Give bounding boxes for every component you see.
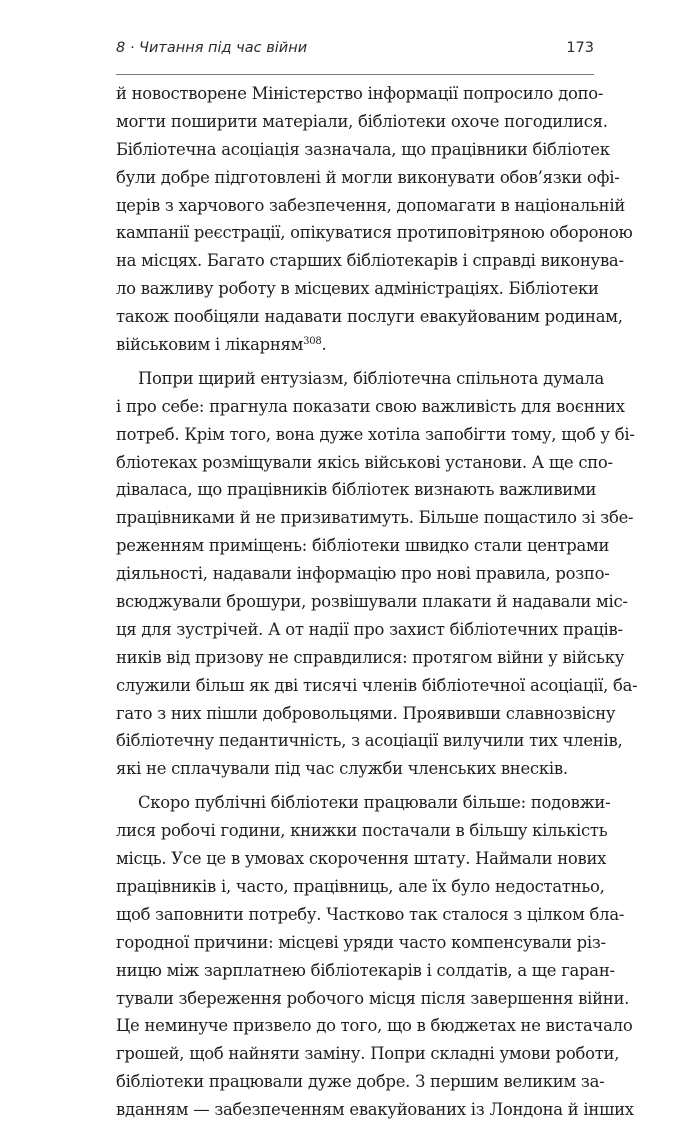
text-line: всюджували брошури, розвішували плакати й надавали міс- <box>116 592 628 612</box>
text-line: місць. Усе це в умовах скорочення штату. Наймали нових <box>116 849 607 869</box>
text-line: вданням — забезпеченням евакуйованих із Лондона й інших <box>116 1100 634 1120</box>
text-line: ників від призову не справдилися: протягом війни у війську <box>116 647 625 667</box>
text-line: городної причини: місцеві уряди часто компенсували різ- <box>116 932 606 952</box>
text-line: бліотеках розміщували якісь військові установи. А ще спо- <box>116 452 613 472</box>
text-line: також пообіцяли надавати послуги евакуйованим родинам, <box>116 307 623 327</box>
chapter-title: 8 · Читання під час війни <box>116 40 308 56</box>
text-line: Це неминуче призвело до того, що в бюджетах не вистачало <box>116 1016 633 1036</box>
text-line: бібліотечну педантичність, з асоціації вилучили тих членів, <box>116 731 623 751</box>
text-line: тували збереження робочого місця після завершення війни. <box>116 988 630 1008</box>
text-line: бібліотеки працювали дуже добре. З першим великим за- <box>116 1072 605 1092</box>
text-line: працівниками й не призиватимуть. Більше пощастило зі збе- <box>116 508 634 528</box>
text-line: грошей, щоб найняти заміну. Попри складні умови роботи, <box>116 1044 620 1064</box>
text-line: потреб. Крім того, вона дуже хотіла запобігти тому, щоб у бі- <box>116 424 635 444</box>
running-header <box>116 34 594 75</box>
text-line: і про себе: прагнула показати свою важливість для воєнних <box>116 396 625 416</box>
text-line <box>116 331 594 359</box>
text-line: церів з харчового забезпечення, допомагати в національній <box>116 195 626 215</box>
text-line: ницю між зарплатнею бібліотекарів і солдатів, а ще гаран- <box>116 960 615 980</box>
text-line: й новостворене Міністерство інформації попросило допо- <box>116 84 604 103</box>
text-line: гато з них пішли добровольцями. Проявивши славнозвісну <box>116 703 616 723</box>
text-line: кампанії реєстрації, опікуватися протиповітряною обороною <box>116 223 633 243</box>
text-line <box>116 755 594 783</box>
text-line: лися робочі години, книжки постачали в більшу кількість <box>116 821 608 841</box>
text-line: Скоро публічні бібліотеки працювали більше: подовжи- <box>138 793 611 813</box>
text-line: щоб заповнити потребу. Частково так сталося з цілком бла- <box>116 904 625 924</box>
text-line: діваласа, що працівників бібліотек визнають важливими <box>116 480 597 500</box>
text-line: Попри щирий ентузіазм, бібліотечна спільнота думала <box>138 368 605 388</box>
text-line: могти поширити матеріали, бібліотеки охоче погодилися. <box>116 111 608 131</box>
paragraph <box>116 80 633 359</box>
text-line: ло важливу роботу в місцевих адміністраціях. Бібліотеки <box>116 279 599 299</box>
text-line: ця для зустрічей. А от надії про захист бібліотечних праців- <box>116 619 623 639</box>
footnote-reference[interactable]: 308 <box>303 336 322 348</box>
page-number: 173 <box>566 40 594 56</box>
text-line: діяльності, надавали інформацію про нові правила, розпо- <box>116 564 610 584</box>
text-line: Бібліотечна асоціація зазначала, що працівники бібліотек <box>116 139 610 159</box>
text-line-content: військовим і лікарням <box>116 335 304 355</box>
text-line: були добре підготовлені й могли виконувати обов’язки офі- <box>116 167 620 187</box>
paragraph <box>116 365 638 783</box>
paragraph <box>116 789 634 1124</box>
body-text <box>116 80 638 1124</box>
text-line: на місцях. Багато старших бібліотекарів і справді виконува- <box>116 251 624 271</box>
text-line: працівників і, часто, працівниць, але їх було недостатньо, <box>116 876 605 896</box>
text-line: реженням приміщень: бібліотеки швидко стали центрами <box>116 536 610 556</box>
text-line-content: які не сплачували під час служби членських внесків. <box>116 759 568 779</box>
text-line: служили більш як дві тисячі членів бібліотечної асоціації, ба- <box>116 675 638 695</box>
punctuation: . <box>321 335 327 355</box>
